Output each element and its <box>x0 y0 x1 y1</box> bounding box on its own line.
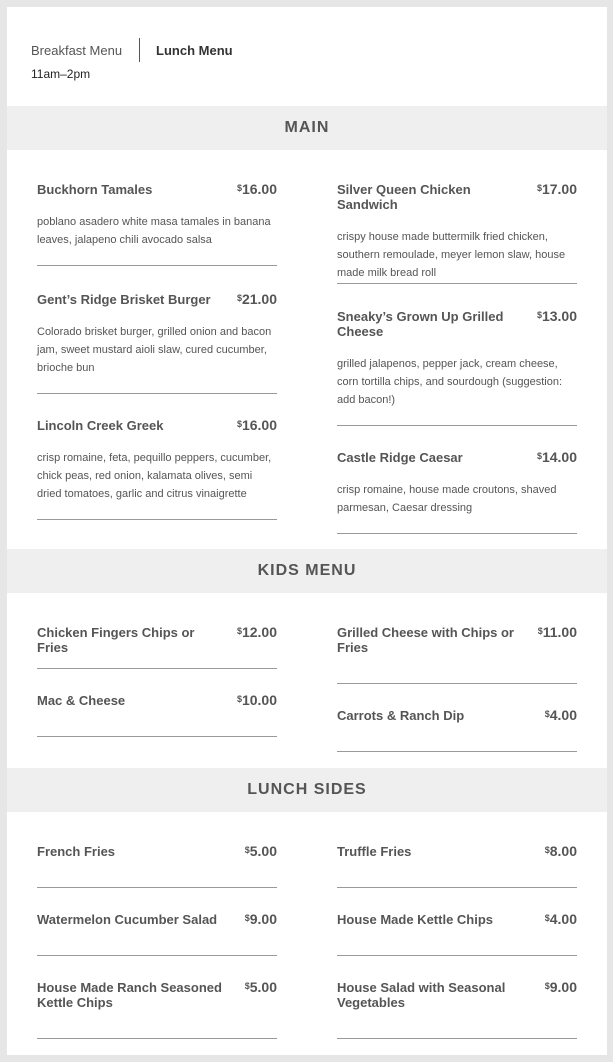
item-price: $16.00 <box>236 181 277 197</box>
kids-right-column <box>337 625 577 752</box>
item-name: House Made Ranch Seasoned Kettle Chips <box>37 980 222 1010</box>
item-name: House Made Kettle Chips <box>337 912 494 927</box>
item-price: $9.00 <box>244 911 277 927</box>
kids-left-column <box>37 625 277 737</box>
item-name: House Salad with Seasonal Vegetables <box>337 980 506 1010</box>
menu-item <box>37 292 277 394</box>
menu-item <box>37 912 277 956</box>
menu-item <box>337 980 577 1039</box>
section-title: KIDS MENU <box>257 562 357 579</box>
section-header-main <box>7 106 607 150</box>
tab-breakfast-menu[interactable]: Breakfast Menu <box>31 42 123 58</box>
menu-hours: 11am–2pm <box>31 67 91 81</box>
item-price: $4.00 <box>544 911 577 927</box>
item-description: crispy house made buttermilk fried chicken, southern remoulade, meyer lemon slaw, house made milk bread roll <box>337 231 566 279</box>
main-right-column <box>337 182 577 534</box>
menu-item <box>337 450 577 534</box>
item-description: grilled jalapenos, pepper jack, cream cheese, corn tortilla chips, and sourdough (suggestion: add bacon!) <box>337 358 563 406</box>
item-price: $21.00 <box>236 291 277 307</box>
menu-item <box>37 693 277 737</box>
item-name: Watermelon Cucumber Salad <box>37 912 218 927</box>
item-name: Castle Ridge Caesar <box>337 450 463 465</box>
menu-item <box>37 418 277 520</box>
item-name: Gent’s Ridge Brisket Burger <box>37 292 211 307</box>
item-description: crisp romaine, feta, pequillo peppers, cucumber, chick peas, red onion, kalamata olives, semi dried tomatoes, garlic and citrus vinaigrette <box>37 452 272 500</box>
menu-item <box>37 182 277 266</box>
item-price: $10.00 <box>236 692 277 708</box>
item-price: $4.00 <box>544 707 577 723</box>
item-price: $8.00 <box>544 843 577 859</box>
menu-item <box>37 844 277 888</box>
menu-item <box>37 625 277 669</box>
menu-tabs <box>31 37 233 63</box>
item-price: $5.00 <box>244 979 277 995</box>
item-description: Colorado brisket burger, grilled onion and bacon jam, sweet mustard aioli slaw, cured cucumber, brioche bun <box>37 326 272 374</box>
section-header-lunch-sides <box>7 768 607 812</box>
item-description: poblano asadero white masa tamales in banana leaves, jalapeno chili avocado salsa <box>37 216 271 246</box>
menu-item <box>37 980 277 1039</box>
item-name: Chicken Fingers Chips or Fries <box>37 625 195 655</box>
item-price: $12.00 <box>236 624 277 640</box>
menu-item <box>337 844 577 888</box>
tab-divider <box>139 38 140 62</box>
item-name: Silver Queen Chicken Sandwich <box>337 182 471 212</box>
menu-item <box>337 625 577 684</box>
section-header-kids-menu <box>7 549 607 593</box>
section-title: MAIN <box>284 119 330 136</box>
item-name: Grilled Cheese with Chips or Fries <box>337 625 514 655</box>
menu-item <box>337 182 577 284</box>
section-title: LUNCH SIDES <box>247 781 367 798</box>
item-price: $9.00 <box>544 979 577 995</box>
tab-lunch-menu[interactable]: Lunch Menu <box>156 42 233 58</box>
item-price: $13.00 <box>536 308 577 324</box>
sides-right-column <box>337 844 577 1039</box>
item-name: Buckhorn Tamales <box>37 182 153 197</box>
item-description: crisp romaine, house made croutons, shaved parmesan, Caesar dressing <box>337 484 557 514</box>
item-price: $5.00 <box>244 843 277 859</box>
menu-item <box>337 912 577 956</box>
item-price: $16.00 <box>236 417 277 433</box>
item-price: $14.00 <box>536 449 577 465</box>
item-price: $11.00 <box>537 624 577 640</box>
item-name: Carrots & Ranch Dip <box>337 708 465 723</box>
item-price: $17.00 <box>536 181 577 197</box>
main-left-column <box>37 182 277 520</box>
menu-item <box>337 309 577 426</box>
item-name: Truffle Fries <box>337 844 412 859</box>
item-name: Mac & Cheese <box>37 693 126 708</box>
menu-card <box>7 7 607 1055</box>
sides-left-column <box>37 844 277 1039</box>
item-name: Sneaky’s Grown Up Grilled Cheese <box>337 309 504 339</box>
menu-item <box>337 708 577 752</box>
item-name: Lincoln Creek Greek <box>37 418 164 433</box>
item-name: French Fries <box>37 844 116 859</box>
